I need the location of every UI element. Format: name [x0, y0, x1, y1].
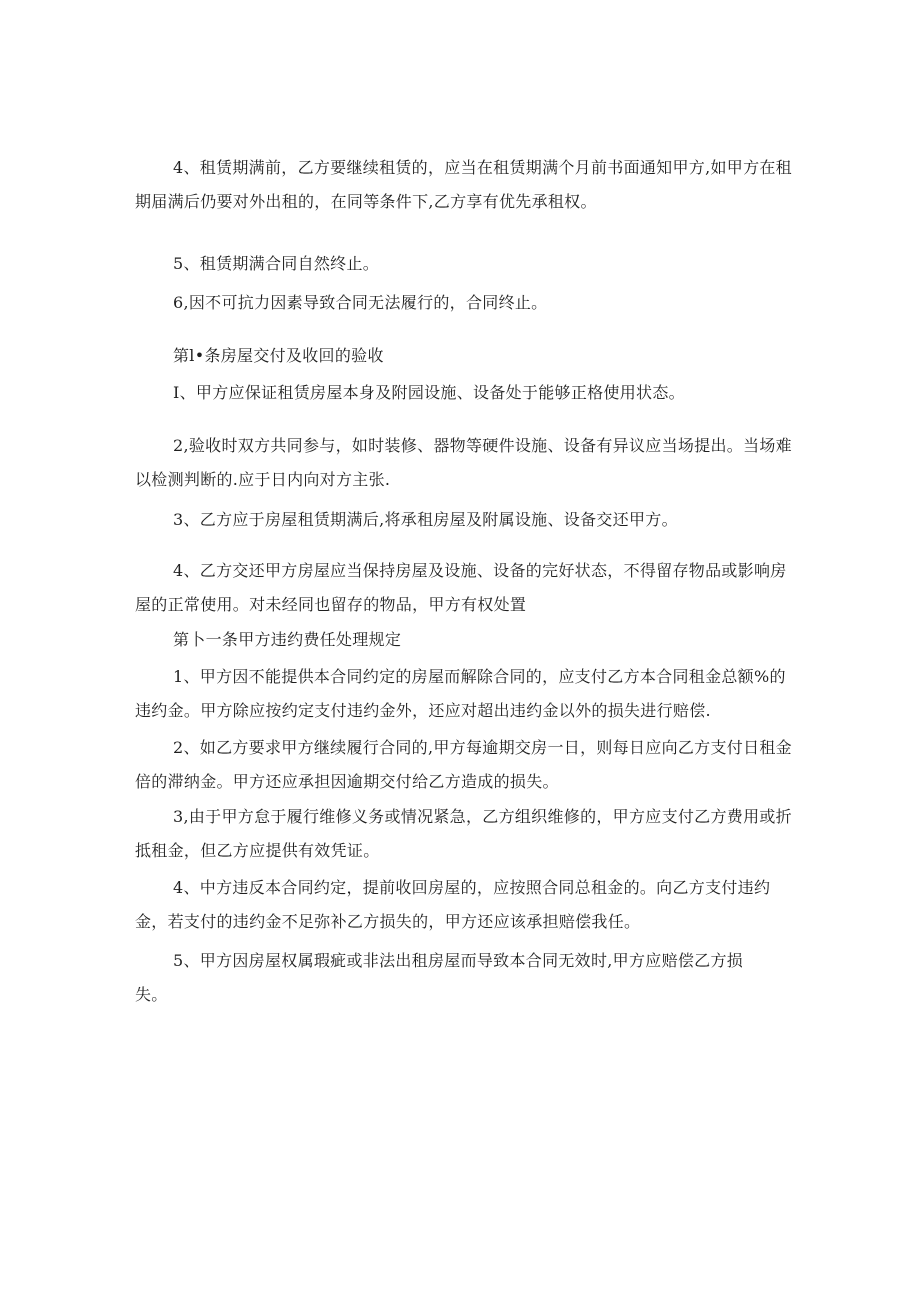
paragraph-text: 3,由于甲方怠于履行维修义务或情况紧急，乙方组织维修的，甲方应支付乙方费用或折抵租金，但乙方应提供有效凭证。 [135, 807, 792, 860]
section-heading-landlord-breach: 第卜一条甲方违约费任处理规定 [173, 630, 402, 649]
paragraph-text: 3、乙方应于房屋租赁期满后,将承租房屋及附属设施、设备交还甲方。 [173, 510, 678, 529]
paragraph-return-condition [135, 554, 795, 622]
paragraph-text: 1、甲方因不能提供本合同约定的房屋而解除合同的，应支付乙方本合同租金总额%的违约金。甲方除应按约定支付违约金外，还应对超出违约金以外的损失进行赔偿. [135, 667, 786, 720]
paragraph-text: 2,验收时双方共同参与，如时装修、器物等硬件设施、设备有异议应当场提出。当场难以检测判断的.应于日内向对方主张. [135, 436, 792, 489]
paragraph-renewal-notice [135, 151, 795, 219]
paragraph-text: I、甲方应保证租赁房屋本身及附园设施、设备处于能够正格使用状态。 [173, 383, 685, 402]
paragraph-text: 4、租赁期满前，乙方要继续租赁的，应当在租赁期满个月前书面通知甲方,如甲方在租期届满后仍要对外出租的，在同等条件下,乙方享有优先承租权。 [135, 158, 792, 211]
paragraph-landlord-guarantee [135, 376, 795, 410]
paragraph-text: 5、租赁期满合同自然终止。 [173, 254, 380, 273]
paragraph-text: 2、如乙方要求甲方继续履行合同的,甲方每逾期交房一日，则每日应向乙方支付日租金倍的滞纳金。甲方还应承担因逾期交付给乙方造成的损失。 [135, 738, 792, 791]
paragraph-breach-2 [135, 731, 795, 799]
paragraph-return-property [135, 503, 795, 537]
paragraph-breach-4 [135, 871, 795, 939]
paragraph-force-majeure [135, 286, 795, 320]
paragraph-breach-3 [135, 800, 795, 868]
paragraph-breach-5 [135, 944, 745, 1012]
paragraph-breach-1 [135, 660, 795, 728]
paragraph-text: 4、乙方交还甲方房屋应当保持房屋及设施、设备的完好状态，不得留存物品或影响房屋的正常使用。对未经同也留存的物品，甲方有权处置 [135, 561, 787, 614]
paragraph-joint-inspection [135, 429, 795, 497]
paragraph-text: 4、中方违反本合同约定，提前收回房屋的，应按照合同总租金的。向乙方支付违约金，若支付的违约金不足弥补乙方损失的，甲方还应该承担赔偿我任。 [135, 878, 771, 931]
paragraph-text: 6,因不可抗力因素导致合同无法履行的，合同终止。 [173, 293, 548, 312]
section-heading-delivery: 第l•条房屋交付及收回的验收 [173, 346, 384, 365]
paragraph-term-expiry [135, 247, 795, 281]
paragraph-text: 5、甲方因房屋权属瑕疵或非法出租房屋而导致本合同无效时,甲方应赔偿乙方损失。 [135, 951, 744, 1004]
